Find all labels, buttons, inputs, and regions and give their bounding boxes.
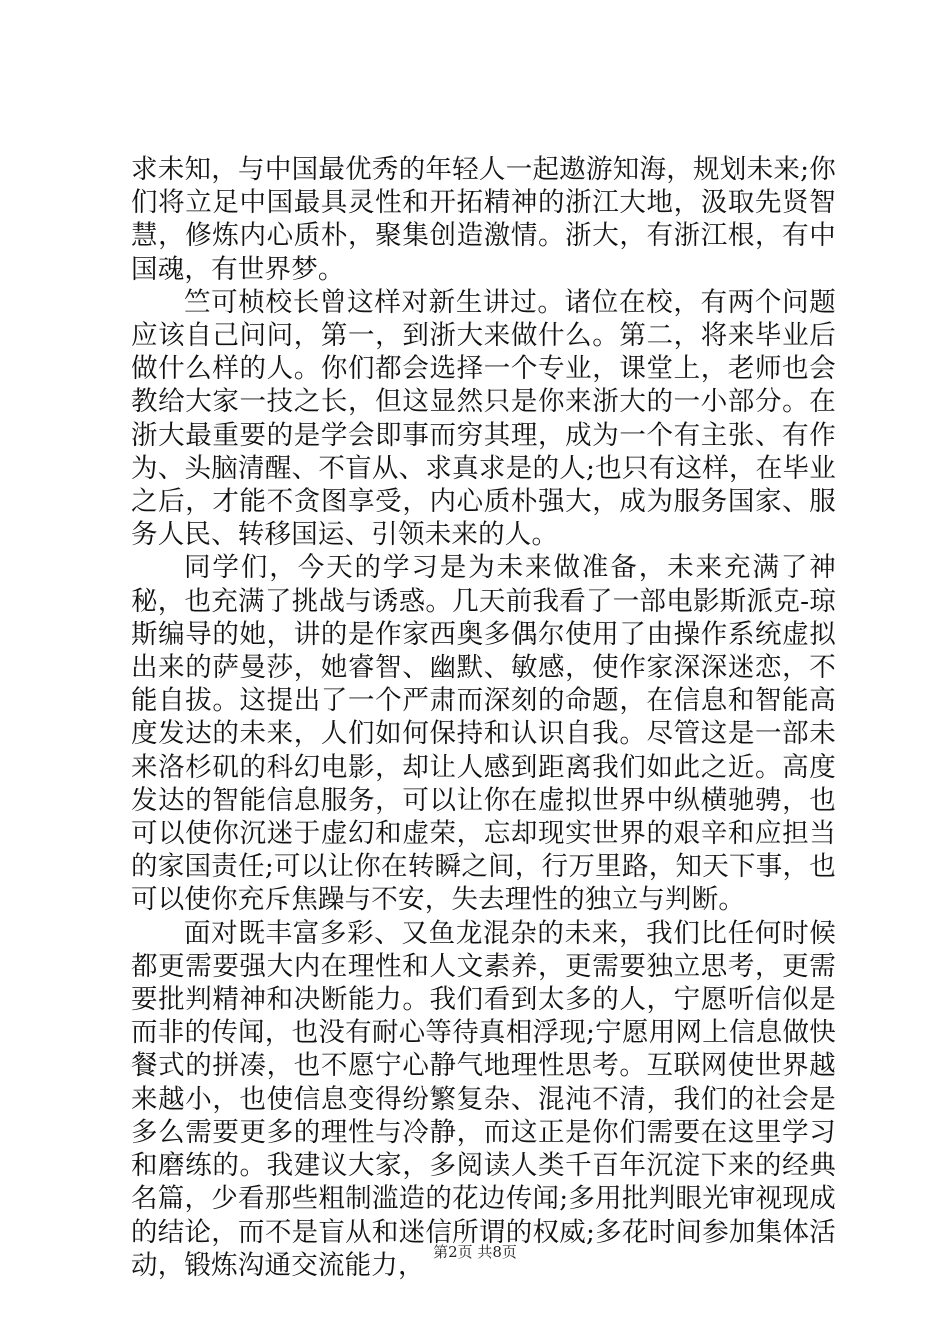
paragraph-1: 求未知，与中国最优秀的年轻人一起遨游知海，规划未来;你们将立足中国最具灵性和开拓精神的浙江大地，汲取先贤智慧，修炼内心质朴，聚集创造激情。浙大，有浙江根，有中国魂，有世界梦。	[131, 154, 836, 285]
paragraph-2: 竺可桢校长曾这样对新生讲过。诸位在校，有两个问题应该自己问问，第一，到浙大来做什么。第二，将来毕业后做什么样的人。你们都会选择一个专业，课堂上，老师也会教给大家一技之长，但这显然只是你来浙大的一小部分。在浙大最重要的是学会即事而穷其理，成为一个有主张、有作为、头脑清醒、不盲从、求真求是的人;也只有这样，在毕业之后，才能不贪图享受，内心质朴强大，成为服务国家、服务人民、转移国运、引领未来的人。	[131, 286, 836, 551]
page-footer: 第2页 共8页	[433, 1243, 517, 1261]
paragraph-4: 面对既丰富多彩、又鱼龙混杂的未来，我们比任何时候都更需要强大内在理性和人文素养，更需要独立思考，更需要批判精神和决断能力。我们看到太多的人，宁愿听信似是而非的传闻，也没有耐心等待真相浮现;宁愿用网上信息做快餐式的拼凑，也不愿宁心静气地理性思考。互联网使世界越来越小，也使信息变得纷繁复杂、混沌不清，我们的社会是多么需要更多的理性与冷静，而这正是你们需要在这里学习和磨练的。我建议大家，多阅读人类千百年沉淀下来的经典名篇，少看那些粗制滥造的花边传闻;多用批判眼光审视现成的结论，而不是盲从和迷信所谓的权威;多花时间参加集体活动，锻炼沟通交流能力，	[131, 917, 836, 1281]
paragraph-3: 同学们，今天的学习是为未来做准备，未来充满了神秘，也充满了挑战与诱惑。几天前我看了一部电影斯派克-琼斯编导的她，讲的是作家西奥多偶尔使用了由操作系统虚拟出来的萨曼莎，她睿智、幽默、敏感，使作家深深迷恋，不能自拔。这提出了一个严肃而深刻的命题，在信息和智能高度发达的未来，人们如何保持和认识自我。尽管这是一部未来洛杉矶的科幻电影，却让人感到距离我们如此之近。高度发达的智能信息服务，可以让你在虚拟世界中纵横驰骋，也可以使你沉迷于虚幻和虚荣，忘却现实世界的艰辛和应担当的家国责任;可以让你在转瞬之间，行万里路，知天下事，也可以使你充斥焦躁与不安，失去理性的独立与判断。	[131, 552, 836, 916]
document-body	[131, 153, 836, 1282]
